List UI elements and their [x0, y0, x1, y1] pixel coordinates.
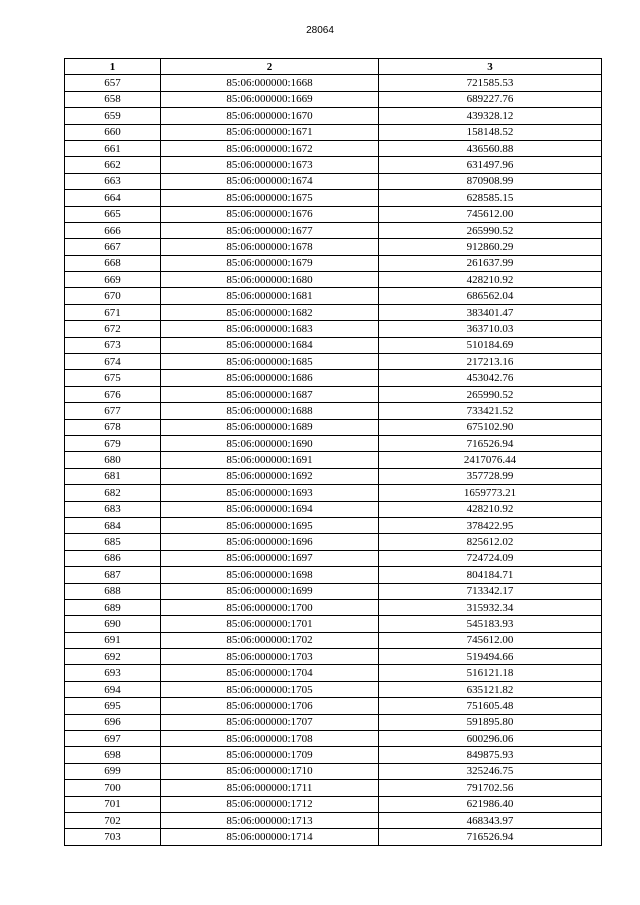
cadastral-number-cell: 85:06:000000:1679 — [161, 255, 379, 271]
row-number-cell: 703 — [65, 829, 161, 845]
value-cell: 689227.76 — [379, 91, 602, 107]
value-cell: 315932.34 — [379, 599, 602, 615]
value-cell: 733421.52 — [379, 403, 602, 419]
row-number-cell: 696 — [65, 714, 161, 730]
cadastral-number-cell: 85:06:000000:1684 — [161, 337, 379, 353]
value-cell: 621986.40 — [379, 796, 602, 812]
value-cell: 357728.99 — [379, 468, 602, 484]
row-number-cell: 684 — [65, 517, 161, 533]
row-number-cell: 680 — [65, 452, 161, 468]
value-cell: 825612.02 — [379, 534, 602, 550]
row-number-cell: 669 — [65, 272, 161, 288]
table-row — [65, 108, 602, 124]
table-row — [65, 370, 602, 386]
table-body — [65, 75, 602, 845]
value-cell: 428210.92 — [379, 272, 602, 288]
table-row — [65, 403, 602, 419]
table-row — [65, 731, 602, 747]
cadastral-number-cell: 85:06:000000:1711 — [161, 780, 379, 796]
table-row — [65, 812, 602, 828]
table-row — [65, 255, 602, 271]
value-cell: 516121.18 — [379, 665, 602, 681]
table-row — [65, 157, 602, 173]
table-row — [65, 239, 602, 255]
cadastral-number-cell: 85:06:000000:1671 — [161, 124, 379, 140]
row-number-cell: 676 — [65, 386, 161, 402]
cadastral-number-cell: 85:06:000000:1672 — [161, 140, 379, 156]
row-number-cell: 685 — [65, 534, 161, 550]
cadastral-number-cell: 85:06:000000:1705 — [161, 681, 379, 697]
row-number-cell: 695 — [65, 698, 161, 714]
data-table — [64, 58, 602, 846]
row-number-cell: 671 — [65, 304, 161, 320]
value-cell: 675102.90 — [379, 419, 602, 435]
table-row — [65, 829, 602, 845]
cadastral-number-cell: 85:06:000000:1698 — [161, 567, 379, 583]
row-number-cell: 658 — [65, 91, 161, 107]
value-cell: 591895.80 — [379, 714, 602, 730]
value-cell: 631497.96 — [379, 157, 602, 173]
table-row — [65, 534, 602, 550]
table-row — [65, 665, 602, 681]
page-number: 28064 — [306, 25, 334, 36]
table-header — [65, 59, 602, 75]
cadastral-number-cell: 85:06:000000:1689 — [161, 419, 379, 435]
cadastral-number-cell: 85:06:000000:1681 — [161, 288, 379, 304]
value-cell: 468343.97 — [379, 812, 602, 828]
header-row — [65, 59, 602, 75]
row-number-cell: 661 — [65, 140, 161, 156]
cadastral-number-cell: 85:06:000000:1673 — [161, 157, 379, 173]
row-number-cell: 666 — [65, 222, 161, 238]
cadastral-number-cell: 85:06:000000:1668 — [161, 75, 379, 91]
cadastral-number-cell: 85:06:000000:1683 — [161, 321, 379, 337]
row-number-cell: 699 — [65, 763, 161, 779]
cadastral-number-cell: 85:06:000000:1695 — [161, 517, 379, 533]
value-cell: 519494.66 — [379, 649, 602, 665]
cadastral-number-cell: 85:06:000000:1701 — [161, 616, 379, 632]
table-row — [65, 698, 602, 714]
value-cell: 628585.15 — [379, 190, 602, 206]
row-number-cell: 657 — [65, 75, 161, 91]
row-number-cell: 660 — [65, 124, 161, 140]
row-number-cell: 686 — [65, 550, 161, 566]
value-cell: 745612.00 — [379, 632, 602, 648]
value-cell: 791702.56 — [379, 780, 602, 796]
cadastral-number-cell: 85:06:000000:1685 — [161, 354, 379, 370]
column-header-1: 1 — [65, 59, 161, 75]
row-number-cell: 679 — [65, 435, 161, 451]
table-row — [65, 435, 602, 451]
value-cell: 378422.95 — [379, 517, 602, 533]
table-row — [65, 468, 602, 484]
value-cell: 1659773.21 — [379, 485, 602, 501]
cadastral-number-cell: 85:06:000000:1686 — [161, 370, 379, 386]
row-number-cell: 662 — [65, 157, 161, 173]
cadastral-number-cell: 85:06:000000:1682 — [161, 304, 379, 320]
cadastral-number-cell: 85:06:000000:1690 — [161, 435, 379, 451]
table-row — [65, 796, 602, 812]
cadastral-number-cell: 85:06:000000:1693 — [161, 485, 379, 501]
table-row — [65, 124, 602, 140]
cadastral-number-cell: 85:06:000000:1669 — [161, 91, 379, 107]
cadastral-number-cell: 85:06:000000:1702 — [161, 632, 379, 648]
value-cell: 325246.75 — [379, 763, 602, 779]
value-cell: 158148.52 — [379, 124, 602, 140]
value-cell: 686562.04 — [379, 288, 602, 304]
cadastral-number-cell: 85:06:000000:1707 — [161, 714, 379, 730]
cadastral-number-cell: 85:06:000000:1703 — [161, 649, 379, 665]
cadastral-number-cell: 85:06:000000:1713 — [161, 812, 379, 828]
row-number-cell: 691 — [65, 632, 161, 648]
cadastral-number-cell: 85:06:000000:1699 — [161, 583, 379, 599]
row-number-cell: 667 — [65, 239, 161, 255]
row-number-cell: 664 — [65, 190, 161, 206]
row-number-cell: 659 — [65, 108, 161, 124]
table-row — [65, 747, 602, 763]
table-row — [65, 763, 602, 779]
row-number-cell: 692 — [65, 649, 161, 665]
row-number-cell: 683 — [65, 501, 161, 517]
cadastral-number-cell: 85:06:000000:1687 — [161, 386, 379, 402]
table-row — [65, 190, 602, 206]
column-header-2: 2 — [161, 59, 379, 75]
table-row — [65, 173, 602, 189]
table-row — [65, 419, 602, 435]
cadastral-number-cell: 85:06:000000:1696 — [161, 534, 379, 550]
value-cell: 265990.52 — [379, 222, 602, 238]
row-number-cell: 688 — [65, 583, 161, 599]
row-number-cell: 690 — [65, 616, 161, 632]
cadastral-number-cell: 85:06:000000:1674 — [161, 173, 379, 189]
value-cell: 849875.93 — [379, 747, 602, 763]
row-number-cell: 663 — [65, 173, 161, 189]
cadastral-number-cell: 85:06:000000:1710 — [161, 763, 379, 779]
value-cell: 217213.16 — [379, 354, 602, 370]
cadastral-number-cell: 85:06:000000:1675 — [161, 190, 379, 206]
row-number-cell: 693 — [65, 665, 161, 681]
table-row — [65, 550, 602, 566]
value-cell: 870908.99 — [379, 173, 602, 189]
row-number-cell: 698 — [65, 747, 161, 763]
row-number-cell: 672 — [65, 321, 161, 337]
row-number-cell: 697 — [65, 731, 161, 747]
table-row — [65, 321, 602, 337]
table-row — [65, 517, 602, 533]
cadastral-number-cell: 85:06:000000:1676 — [161, 206, 379, 222]
table-row — [65, 354, 602, 370]
cadastral-number-cell: 85:06:000000:1670 — [161, 108, 379, 124]
value-cell: 363710.03 — [379, 321, 602, 337]
value-cell: 510184.69 — [379, 337, 602, 353]
cadastral-number-cell: 85:06:000000:1688 — [161, 403, 379, 419]
cadastral-number-cell: 85:06:000000:1700 — [161, 599, 379, 615]
row-number-cell: 700 — [65, 780, 161, 796]
table-row — [65, 714, 602, 730]
cadastral-number-cell: 85:06:000000:1680 — [161, 272, 379, 288]
value-cell: 600296.06 — [379, 731, 602, 747]
cadastral-number-cell: 85:06:000000:1708 — [161, 731, 379, 747]
table-row — [65, 599, 602, 615]
table-row — [65, 272, 602, 288]
row-number-cell: 665 — [65, 206, 161, 222]
row-number-cell: 682 — [65, 485, 161, 501]
cadastral-number-cell: 85:06:000000:1706 — [161, 698, 379, 714]
row-number-cell: 674 — [65, 354, 161, 370]
value-cell: 428210.92 — [379, 501, 602, 517]
row-number-cell: 668 — [65, 255, 161, 271]
table-row — [65, 91, 602, 107]
table-row — [65, 485, 602, 501]
value-cell: 261637.99 — [379, 255, 602, 271]
row-number-cell: 681 — [65, 468, 161, 484]
cadastral-number-cell: 85:06:000000:1677 — [161, 222, 379, 238]
row-number-cell: 673 — [65, 337, 161, 353]
value-cell: 745612.00 — [379, 206, 602, 222]
table-row — [65, 337, 602, 353]
row-number-cell: 694 — [65, 681, 161, 697]
table-row — [65, 780, 602, 796]
row-number-cell: 687 — [65, 567, 161, 583]
table-row — [65, 567, 602, 583]
table-row — [65, 386, 602, 402]
row-number-cell: 675 — [65, 370, 161, 386]
column-header-3: 3 — [379, 59, 602, 75]
table-row — [65, 616, 602, 632]
table-row — [65, 583, 602, 599]
value-cell: 716526.94 — [379, 829, 602, 845]
value-cell: 2417076.44 — [379, 452, 602, 468]
cadastral-number-cell: 85:06:000000:1714 — [161, 829, 379, 845]
value-cell: 716526.94 — [379, 435, 602, 451]
cadastral-number-cell: 85:06:000000:1694 — [161, 501, 379, 517]
value-cell: 383401.47 — [379, 304, 602, 320]
table-row — [65, 288, 602, 304]
row-number-cell: 670 — [65, 288, 161, 304]
value-cell: 751605.48 — [379, 698, 602, 714]
value-cell: 453042.76 — [379, 370, 602, 386]
table-row — [65, 649, 602, 665]
value-cell: 265990.52 — [379, 386, 602, 402]
cadastral-number-cell: 85:06:000000:1709 — [161, 747, 379, 763]
value-cell: 545183.93 — [379, 616, 602, 632]
cadastral-number-cell: 85:06:000000:1691 — [161, 452, 379, 468]
row-number-cell: 678 — [65, 419, 161, 435]
value-cell: 713342.17 — [379, 583, 602, 599]
table-row — [65, 222, 602, 238]
value-cell: 912860.29 — [379, 239, 602, 255]
table-row — [65, 140, 602, 156]
value-cell: 439328.12 — [379, 108, 602, 124]
table-row — [65, 632, 602, 648]
cadastral-number-cell: 85:06:000000:1712 — [161, 796, 379, 812]
value-cell: 721585.53 — [379, 75, 602, 91]
row-number-cell: 689 — [65, 599, 161, 615]
table-row — [65, 206, 602, 222]
row-number-cell: 677 — [65, 403, 161, 419]
value-cell: 724724.09 — [379, 550, 602, 566]
cadastral-number-cell: 85:06:000000:1692 — [161, 468, 379, 484]
row-number-cell: 702 — [65, 812, 161, 828]
table-row — [65, 681, 602, 697]
value-cell: 635121.82 — [379, 681, 602, 697]
value-cell: 436560.88 — [379, 140, 602, 156]
value-cell: 804184.71 — [379, 567, 602, 583]
cadastral-number-cell: 85:06:000000:1697 — [161, 550, 379, 566]
cadastral-number-cell: 85:06:000000:1704 — [161, 665, 379, 681]
cadastral-number-cell: 85:06:000000:1678 — [161, 239, 379, 255]
table-row — [65, 501, 602, 517]
table-row — [65, 304, 602, 320]
row-number-cell: 701 — [65, 796, 161, 812]
table-row — [65, 75, 602, 91]
table-row — [65, 452, 602, 468]
